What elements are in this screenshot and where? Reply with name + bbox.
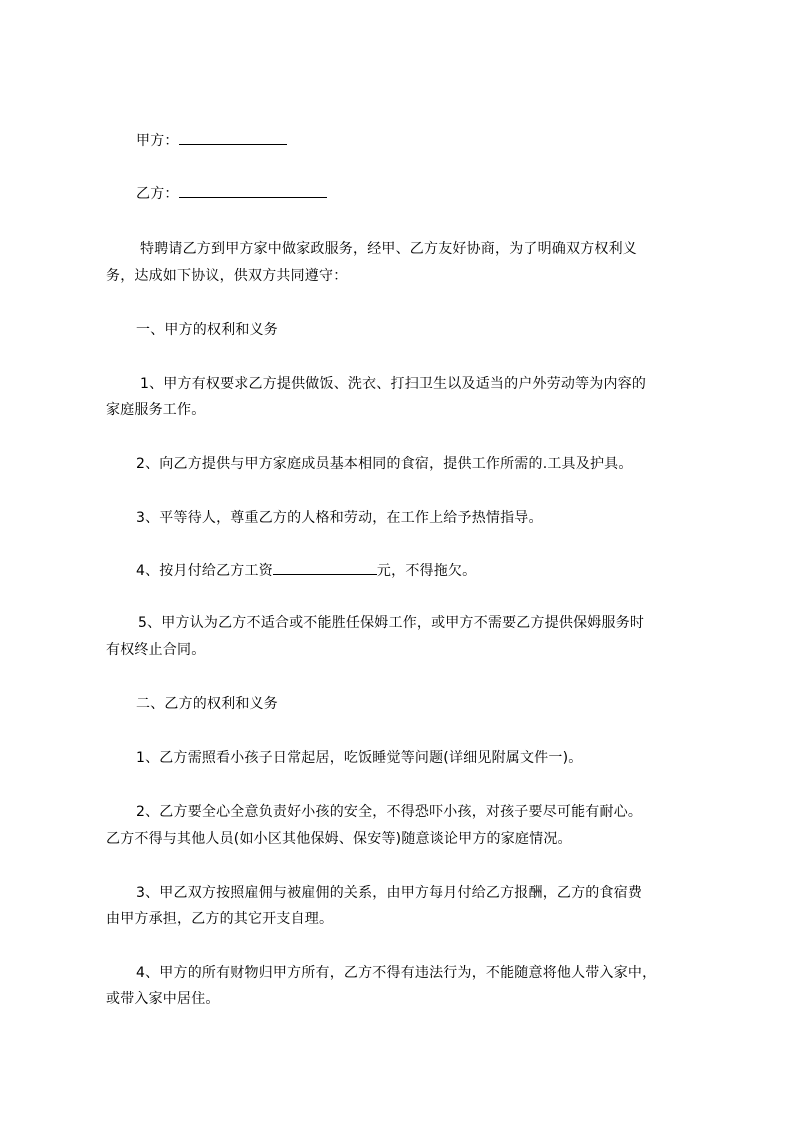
s1-item4-suffix: 元，不得拖欠。 xyxy=(376,563,477,579)
intro-line-2: 务，达成如下协议，供双方共同遵守： xyxy=(106,268,348,284)
intro-line-1: 特聘请乙方到甲方家中做家政服务，经甲、乙方友好协商，为了明确双方权利义 xyxy=(140,241,637,257)
s1-item5-line1: 5、甲方认为乙方不适合或不能胜任保姆工作，或甲方不需要乙方提供保姆服务时 xyxy=(138,615,645,631)
party-b-line xyxy=(136,186,736,202)
s1-item3: 3、平等待人，尊重乙方的人格和劳动，在工作上给予热情指导。 xyxy=(136,510,543,526)
s1-item4 xyxy=(136,563,736,579)
s2-item2-line2: 乙方不得与其他人员(如小区其他保姆、保安等)随意谈论甲方的家庭情况。 xyxy=(106,831,572,847)
party-b-label: 乙方： xyxy=(136,186,179,202)
party-a-blank xyxy=(179,134,287,145)
party-a-line xyxy=(136,133,736,149)
s1-item2: 2、向乙方提供与甲方家庭成员基本相同的食宿，提供工作所需的.工具及护具。 xyxy=(136,456,633,472)
s1-item1-line1: 1、甲方有权要求乙方提供做饭、洗衣、打扫卫生以及适当的户外劳动等为内容的 xyxy=(140,376,647,392)
section1-heading: 一、甲方的权利和义务 xyxy=(136,322,278,338)
s2-item4-line1: 4、甲方的所有财物归甲方所有，乙方不得有违法行为，不能随意将他人带入家中， xyxy=(136,965,657,981)
s1-item4-prefix: 4、按月付给乙方工资 xyxy=(136,563,273,579)
party-a-label: 甲方： xyxy=(136,133,179,149)
salary-blank xyxy=(273,564,377,575)
s2-item3-line2: 由甲方承担，乙方的其它开支自理。 xyxy=(106,911,334,927)
s2-item1: 1、乙方需照看小孩子日常起居，吃饭睡觉等问题(详细见附属文件一)。 xyxy=(136,750,583,766)
section2-heading: 二、乙方的权利和义务 xyxy=(136,696,278,712)
s1-item5-line2: 有权终止合同。 xyxy=(106,642,206,658)
s2-item4-line2: 或带入家中居住。 xyxy=(106,991,220,1007)
s1-item1-line2: 家庭服务工作。 xyxy=(106,402,206,418)
party-b-blank xyxy=(179,187,327,198)
s2-item2-line1: 2、乙方要全心全意负责好小孩的安全，不得恐吓小孩，对孩子要尽可能有耐心。 xyxy=(136,804,643,820)
s2-item3-line1: 3、甲乙双方按照雇佣与被雇佣的关系，由甲方每月付给乙方报酬，乙方的食宿费 xyxy=(136,885,643,901)
